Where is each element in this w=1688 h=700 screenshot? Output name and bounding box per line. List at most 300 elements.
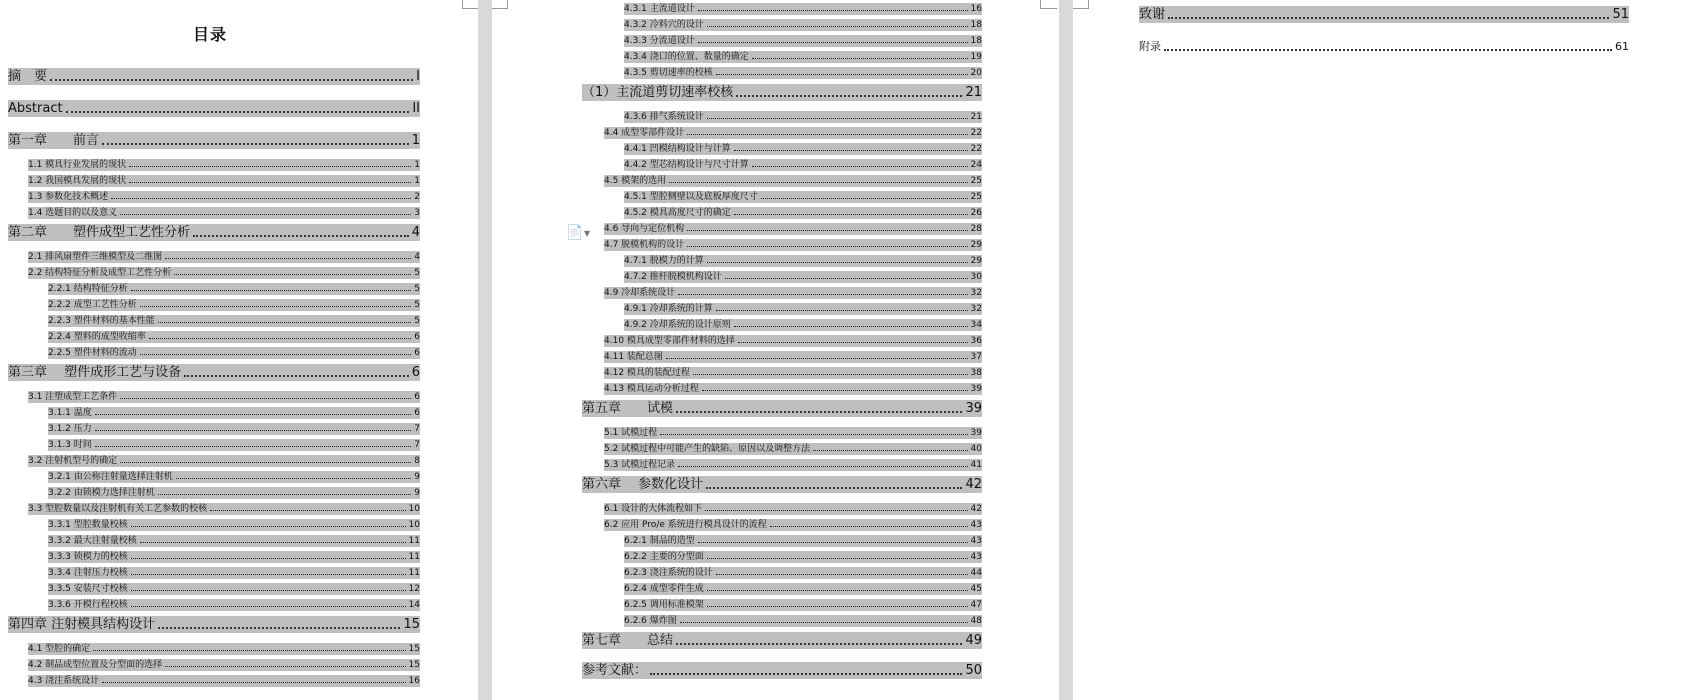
toc-entry-title: 3.2.1 由公称注射量选择注射机 (48, 472, 173, 482)
toc-entry[interactable] (582, 400, 982, 417)
toc-leader-dots (702, 390, 968, 391)
toc-entry[interactable] (604, 503, 982, 515)
toc-entry-title: 4.7 脱模机构的设计 (604, 240, 685, 250)
toc-entry-title: 第一章 前言 (8, 133, 100, 148)
toc-entry[interactable] (624, 303, 982, 315)
toc-entry-page: 15 (408, 660, 420, 670)
toc-leader-dots (770, 526, 968, 527)
toc-entry-page: 22 (970, 128, 982, 138)
crop-mark (492, 0, 508, 9)
toc-entry-page: 20 (970, 68, 982, 78)
toc-leader-dots (93, 650, 405, 651)
toc-entry-page: 28 (970, 224, 982, 234)
toc-entry[interactable] (1139, 38, 1629, 55)
toc-entry[interactable] (604, 239, 982, 251)
toc-leader-dots (738, 342, 968, 343)
toc-entry-title: 第四章 注射模具结构设计 (8, 617, 156, 632)
toc-entry-title: 2.2.3 塑件材料的基本性能 (48, 316, 155, 326)
toc-entry-title: 3.2.2 由锁模力选择注射机 (48, 488, 155, 498)
toc-entry[interactable] (8, 364, 420, 381)
toc-leader-dots (698, 542, 968, 543)
toc-entry-page: 6 (414, 332, 420, 342)
toc-entry-title: 致谢 (1139, 7, 1166, 22)
crop-mark (1073, 0, 1089, 9)
toc-entry-page: 21 (965, 85, 982, 100)
toc-entry-page: 14 (408, 600, 420, 610)
toc-entry-title: 4.3 浇注系统设计 (28, 676, 100, 686)
toc-entry-page: 22 (970, 144, 982, 154)
toc-entry-page: 26 (970, 208, 982, 218)
toc-entry-page: 25 (970, 192, 982, 202)
toc-leader-dots (129, 182, 411, 183)
toc-entry-title: 6.2.5 调用标准模架 (624, 600, 704, 610)
toc-entry[interactable] (48, 519, 420, 531)
toc-entry[interactable] (48, 551, 420, 563)
toc-entry[interactable] (48, 439, 420, 451)
toc-leader-dots (693, 374, 968, 375)
toc-entry-title: 4.10 模具成型零部件材料的选择 (604, 336, 735, 346)
toc-leader-dots (120, 214, 411, 215)
toc-entry[interactable] (28, 159, 420, 171)
toc-entry-page: 19 (970, 52, 982, 62)
toc-entry-page: 5 (414, 268, 420, 278)
toc-entry[interactable] (604, 287, 982, 299)
toc-leader-dots (165, 258, 411, 259)
toc-leader-dots (725, 278, 968, 279)
toc-entry[interactable] (48, 471, 420, 483)
toc-entry-page: 6 (414, 348, 420, 358)
toc-entry-title: 3.2 注射机型号的确定 (28, 456, 118, 466)
toc-leader-dots (1168, 17, 1609, 19)
document-page-1 (0, 0, 478, 700)
toc-entry-title: 3.1 注塑成型工艺条件 (28, 392, 118, 402)
toc-entry-title: 6.2.2 主要的分型面 (624, 552, 704, 562)
toc-entry-page: 10 (408, 520, 420, 530)
toc-entry-title: 6.1 设计的大体流程如下 (604, 504, 703, 514)
toc-entry[interactable] (624, 615, 982, 627)
toc-entry[interactable] (624, 191, 982, 203)
toc-leader-dots (111, 198, 411, 199)
toc-leader-dots (705, 510, 967, 511)
toc-entry-page: 43 (970, 552, 982, 562)
toc-entry-page: 39 (970, 384, 982, 394)
toc-leader-dots (698, 10, 968, 11)
toc-leader-dots (158, 322, 412, 323)
toc-entry-title: 第六章 参数化设计 (582, 477, 704, 492)
toc-leader-dots (149, 338, 412, 339)
toc-leader-dots (102, 143, 409, 145)
toc-entry-page: 5 (414, 284, 420, 294)
toc-entry-page: 29 (970, 240, 982, 250)
toc-entry-page: 43 (970, 520, 982, 530)
toc-entry-title: 4.12 模具的装配过程 (604, 368, 690, 378)
toc-entry[interactable] (8, 100, 420, 117)
toc-entry-page: 47 (970, 600, 982, 610)
toc-entry-page: 5 (414, 316, 420, 326)
toc-entry[interactable] (28, 251, 420, 263)
toc-leader-dots (707, 26, 968, 27)
toc-entry-title: （1）主流道剪切速率校核 (582, 85, 734, 100)
toc-leader-dots (50, 79, 413, 81)
toc-entry-title: 5.2 试模过程中可能产生的缺陷、原因以及调整方法 (604, 444, 811, 454)
toc-entry-page: 12 (408, 584, 420, 594)
toc-leader-dots (680, 622, 968, 623)
toc-entry-title: 2.2 结构特征分析及成型工艺性分析 (28, 268, 172, 278)
toc-leader-dots (120, 462, 411, 463)
document-page-2 (492, 0, 1059, 700)
toc-entry[interactable] (604, 459, 982, 471)
toc-entry-title: 4.2 制品成型位置及分型面的选择 (28, 660, 163, 670)
toc-entry-title: 4.9 冷却系统设计 (604, 288, 676, 298)
toc-entry[interactable] (48, 567, 420, 579)
toc-entry-title: 4.1 型腔的确定 (28, 644, 91, 654)
toc-entry-page: 39 (970, 428, 982, 438)
toc-entry[interactable] (48, 407, 420, 419)
toc-entry[interactable] (604, 127, 982, 139)
toc-leader-dots (813, 450, 967, 451)
toc-entry[interactable] (48, 583, 420, 595)
toc-leader-dots (736, 95, 962, 97)
toc-leader-dots (706, 487, 962, 489)
toc-leader-dots (140, 542, 406, 543)
toc-entry-page: 1 (411, 133, 420, 148)
toc-entry-page: 3 (414, 208, 420, 218)
toc-entry[interactable] (28, 659, 420, 671)
toc-entry-page: 30 (970, 272, 982, 282)
toc-entry-page: 9 (414, 488, 420, 498)
toc-entry-title: 第五章 试模 (582, 401, 674, 416)
toc-entry-page: 43 (970, 536, 982, 546)
toc-entry[interactable] (624, 535, 982, 547)
toc-entry[interactable] (624, 19, 982, 31)
toc-entry-page: 32 (970, 304, 982, 314)
toc-entry[interactable] (8, 132, 420, 149)
toc-entry-title: 4.3.1 主流道设计 (624, 4, 695, 14)
toc-entry-title: 6.2.4 成型零件生成 (624, 584, 704, 594)
toc-entry-page: 61 (1615, 40, 1629, 53)
toc-entry-title: 1.4 选题目的以及意义 (28, 208, 118, 218)
toc-entry-page: 50 (965, 663, 982, 678)
toc-entry[interactable] (604, 335, 982, 347)
toc-entry[interactable] (28, 675, 420, 687)
toc-entry-title: 4.3.3 分流道设计 (624, 36, 695, 46)
toc-entry-page: 49 (965, 633, 982, 648)
toc-leader-dots (687, 134, 967, 135)
toc-entry[interactable] (582, 662, 982, 679)
toc-entry-page: 37 (970, 352, 982, 362)
toc-entry[interactable] (624, 3, 982, 15)
toc-entry[interactable] (624, 207, 982, 219)
toc-entry-title: 4.3.2 冷料穴的设计 (624, 20, 704, 30)
toc-leader-dots (131, 606, 406, 607)
toc-entry-title: 4.11 装配总图 (604, 352, 663, 362)
toc-entry[interactable] (28, 455, 420, 467)
toc-entry-title: Abstract (8, 101, 63, 116)
toc-leader-dots (716, 310, 968, 311)
toc-entry-page: 40 (970, 444, 982, 454)
toc-entry[interactable] (48, 299, 420, 311)
toc-entry[interactable] (28, 391, 420, 403)
toc-entry-page: 15 (408, 644, 420, 654)
toc-entry-title: 4.5.2 模具高度尺寸的确定 (624, 208, 731, 218)
toc-leader-dots (95, 430, 412, 431)
chevron-down-icon[interactable]: ▼ (584, 229, 591, 238)
toc-entry-title: 2.2.2 成型工艺性分析 (48, 300, 137, 310)
toc-entry-page: 1 (414, 176, 420, 186)
toc-entry-title: 4.6 导向与定位机构 (604, 224, 685, 234)
toc-entry[interactable] (48, 331, 420, 343)
toc-leader-dots (752, 166, 968, 167)
toc-entry-page: 8 (414, 456, 420, 466)
toc-entry-title: 4.4 成型零部件设计 (604, 128, 685, 138)
toc-entry-title: 6.2 应用 Pro/e 系统进行模具设计的流程 (604, 520, 767, 530)
toc-entry[interactable] (604, 367, 982, 379)
toc-entry[interactable] (624, 111, 982, 123)
toc-entry-page: II (412, 101, 420, 116)
toc-entry[interactable] (604, 175, 982, 187)
toc-entry[interactable] (624, 551, 982, 563)
toc-entry[interactable] (604, 519, 982, 531)
toc-entry-page: 11 (408, 568, 420, 578)
toc-entry-page: 48 (970, 616, 982, 626)
toc-entry[interactable] (582, 632, 982, 649)
toc-leader-dots (140, 354, 412, 355)
toc-entry-page: 34 (970, 320, 982, 330)
toc-entry[interactable] (624, 567, 982, 579)
toc-entry-title: 3.3.4 注射压力校核 (48, 568, 128, 578)
toc-entry[interactable] (8, 224, 420, 241)
toc-entry[interactable] (624, 143, 982, 155)
toc-entry[interactable] (624, 159, 982, 171)
toc-entry[interactable] (48, 315, 420, 327)
toc-entry-title: 2.2.5 塑件材料的流动 (48, 348, 137, 358)
toc-entry[interactable] (624, 67, 982, 79)
document-page-3 (1073, 0, 1688, 700)
toc-entry-page: 11 (408, 536, 420, 546)
toc-entry[interactable] (624, 319, 982, 331)
toc-entry[interactable] (624, 583, 982, 595)
toc-entry-title: 4.4.1 凹模结构设计与计算 (624, 144, 731, 154)
toc-entry[interactable] (48, 535, 420, 547)
toc-entry-page: 2 (414, 192, 420, 202)
toc-entry-title: 2.2.1 结构特征分析 (48, 284, 128, 294)
toc-entry-title: 3.3 型腔数量以及注射机有关工艺参数的校核 (28, 504, 208, 514)
crop-mark (1040, 0, 1057, 9)
toc-leader-dots (707, 118, 968, 119)
toc-leader-dots (95, 414, 412, 415)
toc-entry[interactable] (624, 255, 982, 267)
toc-entry-title: 5.1 试模过程 (604, 428, 658, 438)
toc-entry-page: 7 (414, 440, 420, 450)
toc-entry[interactable] (28, 643, 420, 655)
toc-entry[interactable] (604, 383, 982, 395)
toc-title: 目录 (192, 25, 227, 44)
toc-entry[interactable] (48, 599, 420, 611)
toc-leader-dots (716, 574, 968, 575)
toc-entry[interactable] (8, 616, 420, 633)
toc-entry-title: 4.4.2 型芯结构设计与尺寸计算 (624, 160, 749, 170)
toc-entry-page: 38 (970, 368, 982, 378)
toc-leader-dots (707, 262, 968, 263)
toc-entry-page: 39 (965, 401, 982, 416)
toc-entry-title: 1.2 我国模具发展的现状 (28, 176, 127, 186)
toc-leader-dots (698, 42, 968, 43)
toc-leader-dots (158, 494, 412, 495)
toc-entry-page: 45 (970, 584, 982, 594)
toc-leader-dots (193, 235, 409, 237)
toc-leader-dots (660, 434, 967, 435)
toc-entry-title: 4.5 模架的选用 (604, 176, 667, 186)
toc-leader-dots (678, 466, 967, 467)
toc-entry-page: 41 (970, 460, 982, 470)
toc-entry-title: 1.3 参数化技术概述 (28, 192, 109, 202)
toc-leader-dots (761, 198, 968, 199)
toc-entry-page: I (416, 69, 420, 84)
toc-leader-dots (176, 478, 412, 479)
toc-entry-title: 4.5.1 型腔侧壁以及底板厚度尺寸 (624, 192, 758, 202)
toc-leader-dots (131, 574, 406, 575)
toc-leader-dots (131, 290, 412, 291)
toc-entry[interactable] (624, 599, 982, 611)
toc-entry[interactable] (28, 207, 420, 219)
toc-entry-title: 5.3 试模过程记录 (604, 460, 676, 470)
toc-entry-title: 6.2.1 制品的造型 (624, 536, 695, 546)
toc-leader-dots (131, 558, 406, 559)
toc-entry-title: 第二章 塑件成型工艺性分析 (8, 225, 191, 240)
toc-entry[interactable] (582, 84, 982, 101)
toc-leader-dots (129, 166, 411, 167)
toc-leader-dots (174, 274, 411, 275)
toc-leader-dots (687, 246, 967, 247)
toc-entry-title: 附录 (1139, 40, 1161, 53)
toc-entry[interactable] (582, 476, 982, 493)
toc-entry[interactable] (48, 487, 420, 499)
toc-leader-dots (752, 58, 968, 59)
toc-entry-page: 4 (411, 225, 420, 240)
toc-leader-dots (1164, 49, 1612, 51)
toc-entry-page: 9 (414, 472, 420, 482)
toc-entry[interactable] (604, 443, 982, 455)
toc-entry[interactable] (48, 423, 420, 435)
toc-entry-page: 4 (414, 252, 420, 262)
toc-leader-dots (650, 673, 962, 675)
toc-entry[interactable] (604, 223, 982, 235)
toc-entry[interactable] (48, 283, 420, 295)
crop-mark (462, 0, 478, 9)
toc-leader-dots (102, 682, 405, 683)
toc-entry-title: 4.13 模具运动分析过程 (604, 384, 699, 394)
toc-entry-title: 3.1.3 时间 (48, 440, 92, 450)
toc-entry-page: 44 (970, 568, 982, 578)
toc-entry-page: 32 (970, 288, 982, 298)
toc-entry-page: 11 (408, 552, 420, 562)
toc-entry-page: 16 (408, 676, 420, 686)
toc-entry-title: 3.1.2 压力 (48, 424, 92, 434)
toc-entry-title: 6.2.3 浇注系统的设计 (624, 568, 713, 578)
paste-options-icon[interactable]: 📄 ▼ (566, 225, 591, 241)
toc-entry-title: 2.2.4 塑料的成型收缩率 (48, 332, 146, 342)
toc-entry-title: 4.3.4 浇口的位置、数量的确定 (624, 52, 749, 62)
toc-entry[interactable] (604, 351, 982, 363)
toc-leader-dots (676, 411, 962, 413)
toc-entry-page: 15 (403, 617, 420, 632)
toc-entry-page: 36 (970, 336, 982, 346)
toc-entry-page: 5 (414, 300, 420, 310)
toc-entry[interactable] (1139, 6, 1629, 23)
toc-entry[interactable] (624, 271, 982, 283)
toc-entry-title: 3.3.6 开模行程校核 (48, 600, 128, 610)
toc-entry-title: 第三章 塑件成形工艺与设备 (8, 365, 182, 380)
toc-entry-page: 16 (970, 4, 982, 14)
toc-leader-dots (734, 214, 968, 215)
toc-entry-page: 42 (970, 504, 982, 514)
toc-entry-page: 6 (414, 408, 420, 418)
toc-entry-title: 3.3.5 安装尺寸校核 (48, 584, 128, 594)
toc-entry[interactable] (8, 68, 420, 85)
toc-leader-dots (734, 326, 968, 327)
toc-entry-title: 2.1 排风扇塑件三维模型及二维图 (28, 252, 163, 262)
toc-leader-dots (734, 150, 968, 151)
toc-leader-dots (210, 510, 405, 511)
toc-entry[interactable] (28, 191, 420, 203)
toc-leader-dots (95, 446, 412, 447)
toc-entry[interactable] (28, 503, 420, 515)
toc-entry-title: 4.3.6 排气系统设计 (624, 112, 704, 122)
toc-entry-page: 18 (970, 20, 982, 30)
toc-entry-page: 7 (414, 424, 420, 434)
toc-entry-page: 25 (970, 176, 982, 186)
toc-leader-dots (184, 375, 409, 377)
toc-entry-page: 51 (1612, 7, 1629, 22)
toc-entry-title: 摘 要 (8, 69, 48, 84)
toc-entry-page: 18 (970, 36, 982, 46)
toc-leader-dots (669, 182, 967, 183)
toc-leader-dots (131, 526, 406, 527)
toc-entry-title: 4.3.5 剪切速率的校核 (624, 68, 713, 78)
toc-entry-title: 4.7.1 脱模力的计算 (624, 256, 704, 266)
toc-leader-dots (687, 230, 967, 231)
toc-leader-dots (716, 74, 968, 75)
toc-entry-title: 6.2.6 爆炸图 (624, 616, 677, 626)
toc-entry-page: 29 (970, 256, 982, 266)
toc-leader-dots (131, 590, 406, 591)
toc-entry-title: 第七章 总结 (582, 633, 674, 648)
toc-entry[interactable] (624, 35, 982, 47)
toc-entry-page: 1 (414, 160, 420, 170)
toc-leader-dots (707, 606, 968, 607)
toc-entry[interactable] (48, 347, 420, 359)
toc-leader-dots (165, 666, 405, 667)
toc-entry-page: 24 (970, 160, 982, 170)
toc-entry-page: 6 (411, 365, 420, 380)
toc-entry[interactable] (28, 175, 420, 187)
toc-entry-page: 10 (408, 504, 420, 514)
toc-leader-dots (66, 111, 410, 113)
toc-entry-page: 6 (414, 392, 420, 402)
toc-entry-title: 4.9.1 冷却系统的计算 (624, 304, 713, 314)
toc-leader-dots (120, 398, 411, 399)
toc-entry[interactable] (28, 267, 420, 279)
toc-leader-dots (676, 643, 962, 645)
toc-entry-title: 4.7.2 推杆脱模机构设计 (624, 272, 722, 282)
toc-leader-dots (678, 294, 967, 295)
toc-entry[interactable] (604, 427, 982, 439)
toc-entry-page: 21 (970, 112, 982, 122)
toc-entry-title: 3.1.1 温度 (48, 408, 92, 418)
toc-leader-dots (707, 558, 968, 559)
toc-entry-title: 3.3.1 型腔数量校核 (48, 520, 128, 530)
toc-entry[interactable] (624, 51, 982, 63)
